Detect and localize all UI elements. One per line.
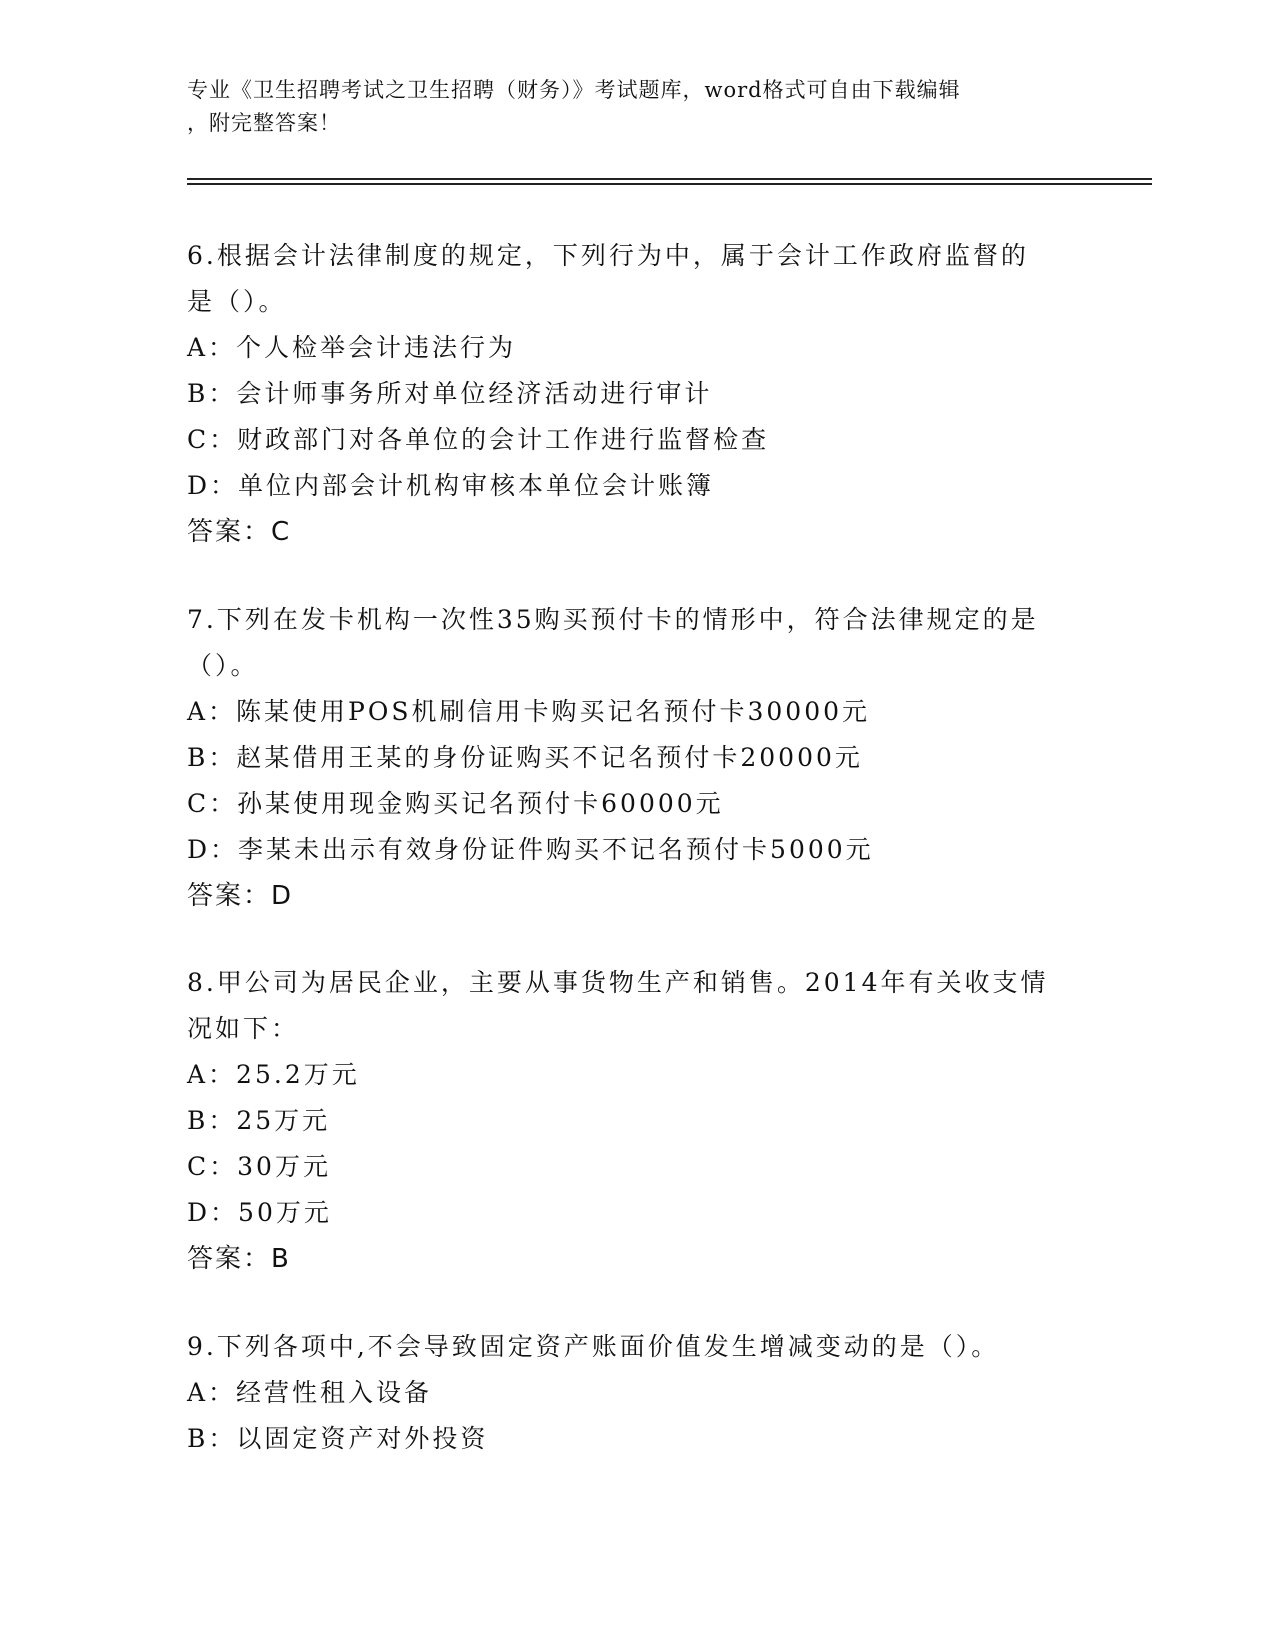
option-b: B：赵某借用王某的身份证购买不记名预付卡20000元 [187, 743, 863, 772]
option-a: A：25.2万元 [187, 1060, 360, 1089]
header-line-2: ，附完整答案！ [187, 111, 341, 135]
option-a: A：陈某使用POS机刷信用卡购买记名预付卡30000元 [187, 697, 871, 726]
question-6 [187, 233, 1087, 555]
option-a: A：经营性租入设备 [187, 1378, 433, 1407]
question-stem-continued: 况如下： [187, 1014, 300, 1043]
question-stem-continued: 是（）。 [187, 287, 287, 316]
answer: 答案：C [187, 517, 292, 547]
answer: 答案：B [187, 1244, 291, 1274]
question-stem: 8.甲公司为居民企业，主要从事货物生产和销售。2014年有关收支情 [187, 968, 1049, 997]
option-c: C：孙某使用现金购买记名预付卡60000元 [187, 789, 724, 818]
option-b: B：25万元 [187, 1106, 331, 1135]
question-stem: 9.下列各项中,不会导致固定资产账面价值发生增减变动的是（）。 [187, 1332, 1000, 1361]
option-b: B：以固定资产对外投资 [187, 1424, 489, 1453]
question-7 [187, 597, 1087, 919]
option-c: C：30万元 [187, 1152, 331, 1181]
question-8 [187, 960, 1087, 1282]
question-stem: 6.根据会计法律制度的规定，下列行为中，属于会计工作政府监督的 [187, 241, 1029, 270]
answer: 答案：D [187, 881, 294, 911]
option-c: C：财政部门对各单位的会计工作进行监督检查 [187, 425, 770, 454]
option-d: D：单位内部会计机构审核本单位会计账簿 [187, 471, 715, 500]
header-divider-bottom [187, 183, 1152, 185]
header-line-1: 专业《卫生招聘考试之卫生招聘（财务）》考试题库，word格式可自由下载编辑 [187, 78, 961, 102]
header-divider-top [187, 178, 1152, 180]
question-stem: 7.下列在发卡机构一次性35购买预付卡的情形中，符合法律规定的是 [187, 605, 1039, 634]
option-a: A：个人检举会计违法行为 [187, 333, 517, 362]
option-d: D：李某未出示有效身份证件购买不记名预付卡5000元 [187, 835, 874, 864]
document-header [187, 74, 1087, 140]
option-d: D：50万元 [187, 1198, 332, 1227]
option-b: B：会计师事务所对单位经济活动进行审计 [187, 379, 713, 408]
question-stem-continued: （）。 [187, 651, 259, 680]
question-9 [187, 1324, 1087, 1462]
